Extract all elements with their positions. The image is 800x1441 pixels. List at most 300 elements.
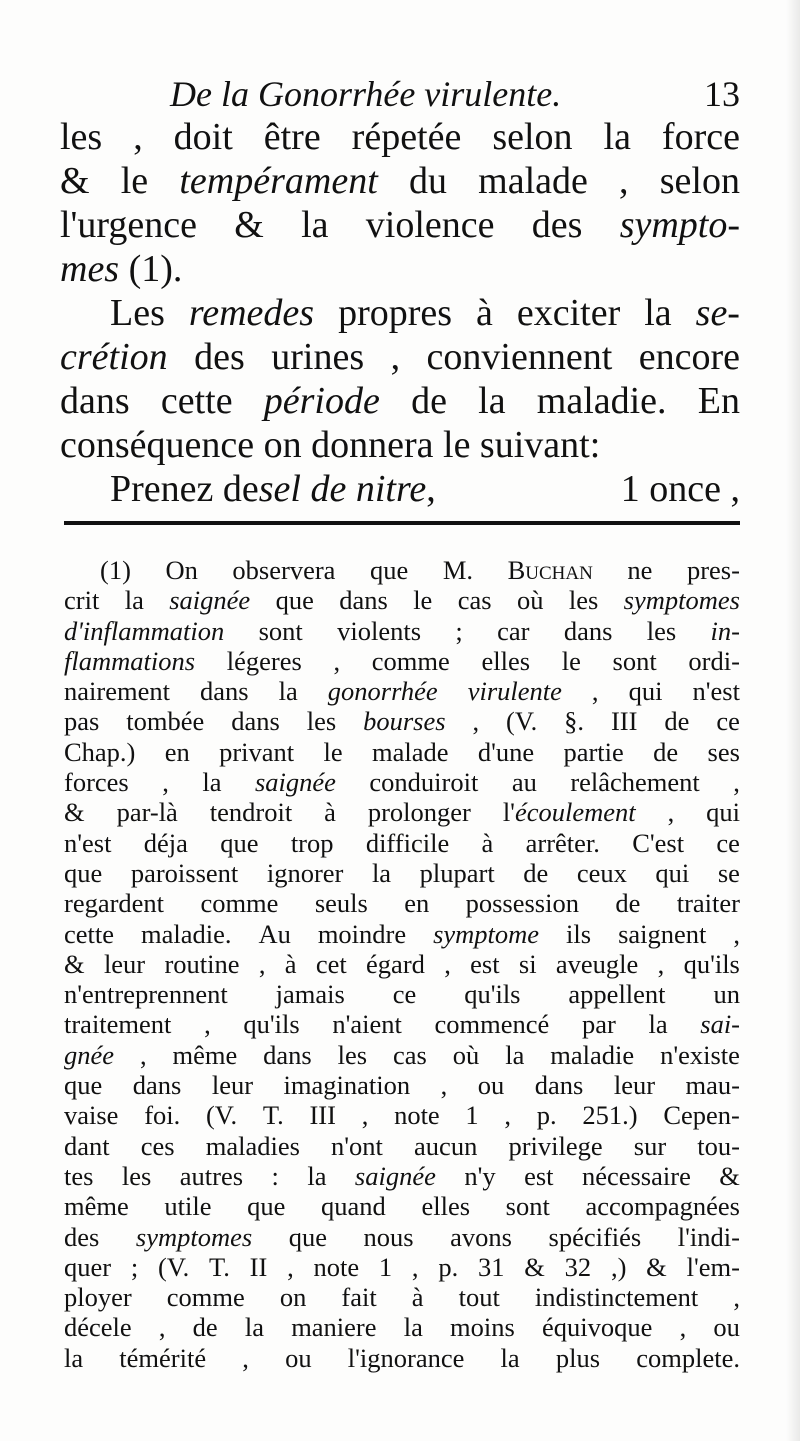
word [411,379,447,423]
word-piece: p. [536,1100,557,1131]
word [362,1100,369,1130]
word-piece: dans [132,1070,182,1101]
word [413,585,432,615]
word [64,1191,129,1221]
word-piece: , [472,706,480,737]
text-segment: 1 once , [620,468,740,510]
word-piece: que [369,555,409,585]
word-piece: décele [64,1312,132,1343]
word [468,676,562,706]
word-piece: tou- [697,1130,740,1161]
word-piece: imagination [283,1070,411,1101]
word [250,1252,268,1282]
word [517,291,620,335]
word [692,676,739,706]
word-piece: quand [321,1191,386,1222]
word [582,1009,616,1039]
page-number: 13 [704,74,740,114]
word [404,1312,423,1342]
text-segment: sel de nitre [258,468,427,510]
word-piece: malade [371,736,449,767]
word [565,1252,592,1282]
word-piece: II [249,1251,268,1282]
word-piece: à [324,797,336,828]
word-piece: exciter [516,292,621,334]
word [64,949,85,979]
word-piece: de [653,736,679,767]
word-piece: maladie [550,1039,635,1070]
word [231,706,280,736]
word-piece: plupart [419,857,495,888]
word-piece: mau- [685,1070,740,1101]
word-piece: , [667,797,675,828]
word-piece: ; [130,1251,139,1282]
word-piece: la [648,1009,668,1040]
word-piece: : [271,1160,279,1191]
word [194,335,245,379]
word-piece: est [470,948,500,979]
word-piece: conviennent [426,336,613,378]
word [464,979,520,1009]
word-piece: & [64,948,85,979]
word [193,1312,218,1342]
word [64,1161,93,1191]
word-piece: comme [371,645,450,676]
word-piece: la [478,380,506,422]
word [644,291,671,335]
word-piece: des [194,336,245,378]
word [632,828,684,858]
word [624,585,740,615]
word-piece: à [411,1282,424,1313]
word [287,1252,294,1282]
word [716,706,740,736]
word-piece: routine [164,948,240,979]
word [660,1040,740,1070]
word [504,1100,511,1130]
word-piece: sympto- [619,204,740,246]
text-segment: conséquence on donnera le suivant: [60,424,601,466]
word-piece: que [275,585,314,616]
word [697,1131,740,1161]
word-piece: des [531,204,583,246]
word [634,1131,666,1161]
word-piece: les [568,585,599,616]
word-piece: les [121,1160,152,1191]
word-piece: Les [110,292,165,334]
word [321,1191,386,1221]
word [549,1222,642,1252]
word [450,1312,515,1342]
word [627,555,652,585]
word-piece: ce [716,827,740,858]
word-piece: pas [64,706,100,737]
word-piece: , [204,1009,211,1040]
word-piece: écoulement [514,797,636,828]
word-piece: en [404,888,430,919]
word [60,203,197,247]
word-piece: utile [164,1191,212,1222]
word [535,1070,584,1100]
word [393,1040,427,1070]
word-piece: quer [64,1251,112,1282]
word-piece: égard [366,948,425,979]
word-piece: selon [659,160,740,202]
word [259,949,266,979]
word-piece: nécessaire [581,1160,691,1191]
word-piece: qu'ils [464,979,521,1010]
word-piece: propres [338,292,453,334]
word-piece: la [644,292,672,334]
word [713,1312,740,1342]
word [698,379,740,423]
word [100,555,131,585]
word-piece: p. [438,1251,459,1282]
word-piece: 31 [477,1251,505,1282]
word-piece: , [158,1312,166,1343]
word-piece: , [139,1039,147,1070]
word [566,919,591,949]
word-piece: , [390,336,401,378]
word [219,737,294,767]
word [455,616,462,646]
word [60,115,102,159]
word [64,646,195,676]
word [348,1343,465,1373]
word-piece: saignée [354,1160,436,1191]
word-piece: même [172,1039,238,1070]
word-piece: en [164,736,190,767]
word-piece: ils [566,918,592,949]
footnote-line [64,949,740,979]
word [658,949,665,979]
word-piece: dans [231,706,280,737]
word [284,1070,411,1100]
word-piece: aveugle [555,948,639,979]
footnote-line [64,858,740,888]
word-piece: le [561,645,581,676]
word [414,1131,477,1161]
word-piece: 1 [465,1100,479,1131]
word [289,1222,327,1252]
word [119,1343,206,1373]
running-title: De la Gonorrhée virulente. [170,74,562,114]
word [444,949,451,979]
word [328,676,438,706]
word-piece: sont [258,615,303,646]
word-piece: cas [457,585,492,616]
word-piece: la [202,767,222,798]
word [125,585,144,615]
word-piece: tout [458,1282,500,1313]
word-piece: selon [492,116,573,158]
word [291,1312,376,1342]
word [636,1343,740,1373]
word [508,555,593,585]
footnote-line [64,1252,740,1282]
word [64,676,170,706]
word-piece: III [610,706,638,737]
word-piece: ,) [610,1251,627,1282]
word-piece: sont [505,1191,550,1222]
word-piece: , [591,676,599,707]
word [564,616,613,646]
word [677,888,740,918]
word [372,646,450,676]
word [394,1100,440,1130]
word-piece: & [524,1251,545,1282]
word [64,858,102,888]
word-piece: la [124,585,144,616]
word [556,1343,600,1373]
word [200,676,249,706]
footnote-line [64,1070,740,1100]
word [122,1161,151,1191]
word-piece: jamais [275,979,345,1010]
word [131,1252,138,1282]
word [64,797,85,827]
word-piece: ployer [64,1282,132,1313]
word [366,828,449,858]
word-piece: ou [713,1312,740,1343]
word-piece: spécifiés [548,1221,642,1252]
word-piece: de [615,888,641,919]
word [611,706,637,736]
word [466,888,579,918]
word-piece: de [192,1312,218,1343]
word [453,1040,480,1070]
word [338,1040,367,1070]
word [700,1009,740,1039]
word [247,1191,285,1221]
word [263,1040,312,1070]
word [526,828,600,858]
word-piece: violents [337,615,422,646]
word [592,676,599,706]
word [582,1161,691,1191]
word [279,676,298,706]
word [271,335,364,379]
word-piece: gonorrhée [327,676,438,707]
word [582,1100,637,1130]
word-piece: nous [363,1221,414,1252]
word-piece: légeres [226,645,302,676]
word [369,767,478,797]
word [366,949,425,979]
word-piece: accompagnées [585,1191,740,1222]
word [258,919,290,949]
word-piece: elles [481,645,531,676]
word-piece: comme [166,1282,245,1313]
word [708,737,740,767]
word [706,797,740,827]
word-piece: du [408,160,447,202]
word-piece: répetée [351,116,462,158]
word [60,379,130,423]
word-piece: force [661,116,740,158]
word [64,1009,171,1039]
word [497,616,529,646]
word-piece: relâchement [570,767,700,798]
word-piece: partie [563,736,624,767]
word-piece: qui [628,676,663,707]
word-piece: leur [613,1070,656,1101]
word-piece: si [518,948,537,979]
word-piece: difficile [365,827,450,858]
word [60,159,90,203]
word-piece: , [162,767,169,798]
word-piece: qui [706,797,740,828]
word-piece: , [504,1100,512,1131]
word-piece: le [413,585,433,616]
word [391,335,401,379]
page-header [170,70,740,118]
word-piece: sur [633,1130,667,1161]
text-run [110,467,436,511]
word-piece: dans [199,676,249,707]
word-piece: témérité [119,1342,207,1373]
word-piece: , [411,1251,419,1282]
word-piece: encore [638,336,740,378]
word-piece: , [361,1100,369,1131]
word [459,1282,500,1312]
word [568,979,665,1009]
word [202,767,221,797]
word [711,616,740,646]
word [64,1131,110,1161]
word [324,797,336,827]
word-piece: symptomes [135,1221,253,1252]
word [140,1040,147,1070]
word [164,1191,211,1221]
word-piece: , [657,948,665,979]
word [110,291,165,335]
word [465,1100,478,1130]
text-segment: Prenez de [110,468,259,510]
word-piece: tes [64,1160,94,1191]
word [404,888,429,918]
word-piece: observera [232,555,336,585]
word-piece: la [278,676,298,707]
word [564,706,584,736]
word [512,767,537,797]
word-piece: cet [315,948,347,979]
word [64,1040,114,1070]
word-piece: , [619,160,629,202]
word-piece: moins [450,1312,515,1343]
word-piece: qui [655,857,690,888]
word [315,888,368,918]
word-piece: §. [564,706,585,737]
word [370,555,408,585]
word [569,585,598,615]
word [64,979,228,1009]
word-piece: crétion [60,336,168,378]
word-piece: maniere [291,1312,377,1343]
word-piece: regardent [64,888,165,919]
word [476,291,493,335]
word [506,706,537,736]
word-piece: par-là [116,797,178,828]
word-piece: tempérament [179,160,378,202]
word [259,616,303,646]
word [478,379,505,423]
word [338,291,452,335]
word-piece: trop [290,827,334,858]
word-piece: vaise [64,1100,119,1131]
word [441,1070,448,1100]
word [341,1282,376,1312]
footnote-line [64,585,740,615]
word-piece: saignée [169,585,251,616]
word [307,1161,326,1191]
word [478,1252,505,1282]
word-piece: complete. [636,1342,740,1373]
word [64,1343,83,1373]
word-piece: pres- [686,555,740,585]
word-piece: appellent [568,979,666,1010]
word [542,1312,652,1342]
word [267,858,344,888]
word [179,159,377,203]
word [272,1161,279,1191]
word-piece: l'urgence [60,204,197,246]
word [136,1222,252,1252]
word-piece: plus [555,1342,601,1373]
word-piece: (V. [205,1100,238,1131]
word-piece: de [411,380,447,422]
word-piece: malade [478,160,588,202]
word [472,706,479,736]
text-segment: , [426,468,436,510]
word-piece: violence [365,204,495,246]
word-piece: que [64,1070,103,1101]
word-piece: , [242,1342,249,1373]
word-piece: tendroit [209,797,293,828]
word-piece: aucun [414,1130,478,1161]
word [412,1282,424,1312]
word-piece: virulente [467,676,562,707]
word-piece: ce [716,706,740,737]
word-piece: comme [200,888,279,919]
word-piece: ne [627,555,653,585]
word [280,1282,307,1312]
word [716,828,740,858]
word [169,585,250,615]
word [615,888,640,918]
word [647,616,676,646]
word-piece: la [403,1312,423,1343]
word [368,797,471,827]
word [686,1070,740,1100]
footnote-line [64,1222,740,1252]
word [668,797,675,827]
word-piece: Au [258,918,291,949]
word-piece: à [476,292,493,334]
word-piece: note [313,1251,360,1282]
word [713,979,740,1009]
word [316,949,347,979]
word [285,1343,312,1373]
word [427,335,613,379]
word [678,1222,740,1252]
word-piece: sont [612,645,657,676]
word [301,203,328,247]
word-piece: la [244,1312,264,1343]
word [696,291,740,335]
word-piece: n'aient [332,1009,402,1040]
word [562,646,581,676]
